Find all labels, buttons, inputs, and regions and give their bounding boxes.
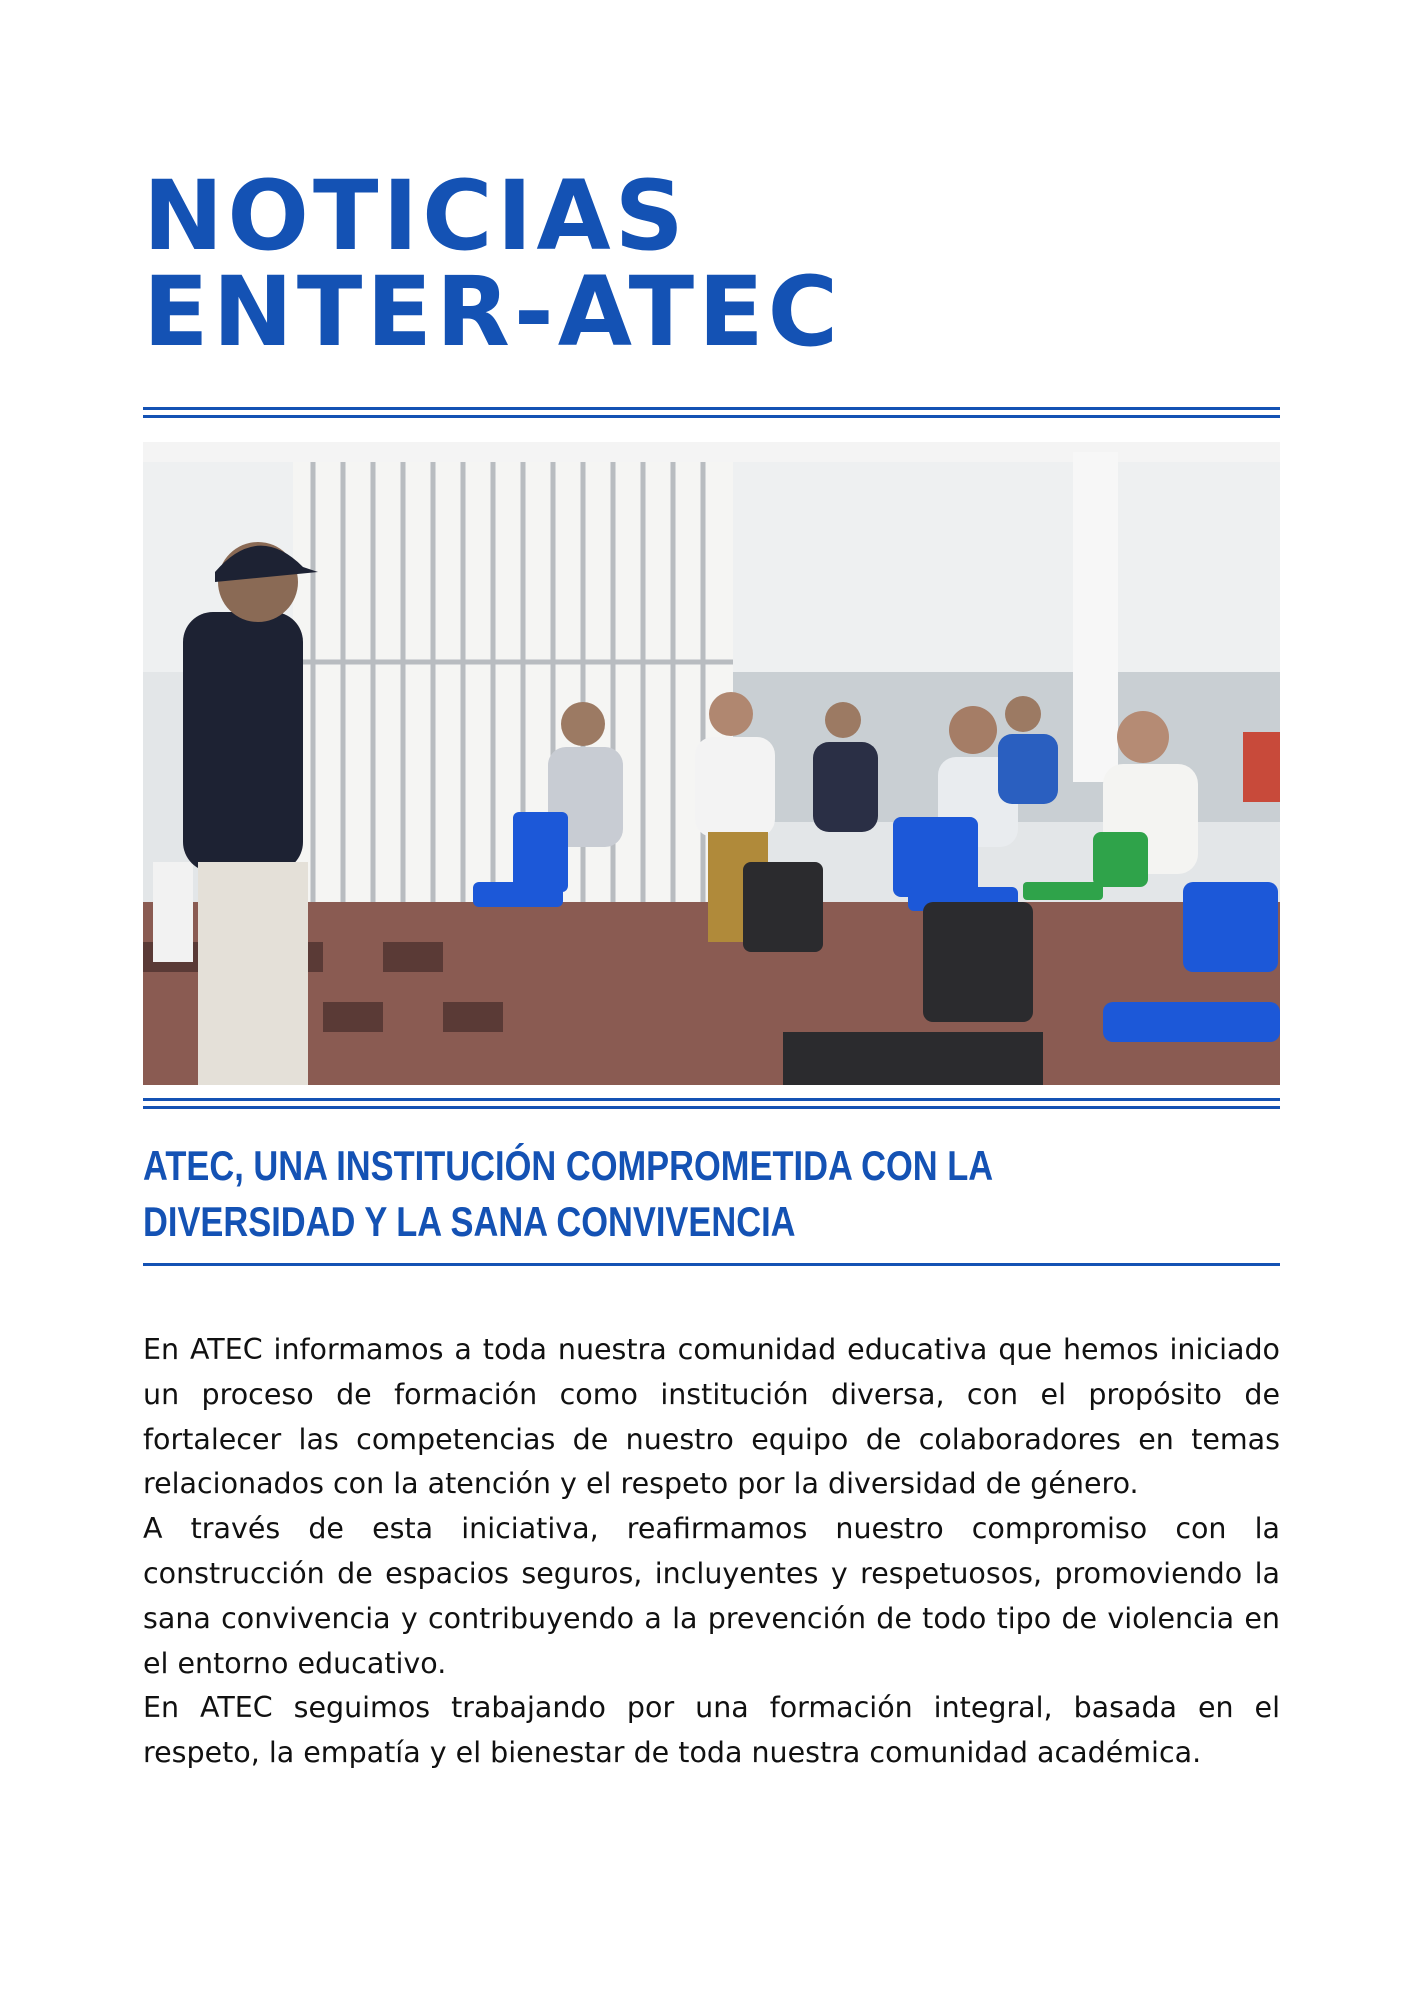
masthead-title bbox=[143, 160, 1283, 368]
classroom-photo bbox=[143, 442, 1280, 1085]
article-body bbox=[143, 1328, 1280, 1776]
article-headline bbox=[143, 1138, 1075, 1250]
headline-line-2: DIVERSIDAD Y LA SANA CONVIVENCIA bbox=[143, 1198, 796, 1245]
photo-illustration bbox=[143, 442, 1280, 1085]
article-paragraph-1: En ATEC informamos a toda nuestra comunidad educativa que hemos iniciado un proceso de formación como institución diversa, con el propósito de fortalecer las competencias de nuestro equipo de colaboradores en temas relacionados con la atención y el respeto por la diversidad de género. bbox=[143, 1333, 1280, 1501]
article-paragraph-2: A través de esta iniciativa, reafirmamos nuestro compromiso con la construcción de espacios seguros, incluyentes y respetuosos, promoviendo la sana convivencia y contribuyendo a la prevención de todo tipo de violencia en el entorno educativo. bbox=[143, 1512, 1280, 1680]
masthead-line-1: NOTICIAS bbox=[143, 160, 688, 272]
headline-line-1: ATEC, UNA INSTITUCIÓN COMPROMETIDA CON LA bbox=[143, 1142, 994, 1189]
photo-bottom-divider bbox=[143, 1098, 1280, 1110]
masthead-line-2: ENTER-ATEC bbox=[143, 256, 843, 368]
article-paragraph-3: En ATEC seguimos trabajando por una formación integral, basada en el respeto, la empatía y el bienestar de toda nuestra comunidad académica. bbox=[143, 1691, 1280, 1770]
top-divider bbox=[143, 407, 1280, 419]
headline-divider bbox=[143, 1263, 1280, 1266]
